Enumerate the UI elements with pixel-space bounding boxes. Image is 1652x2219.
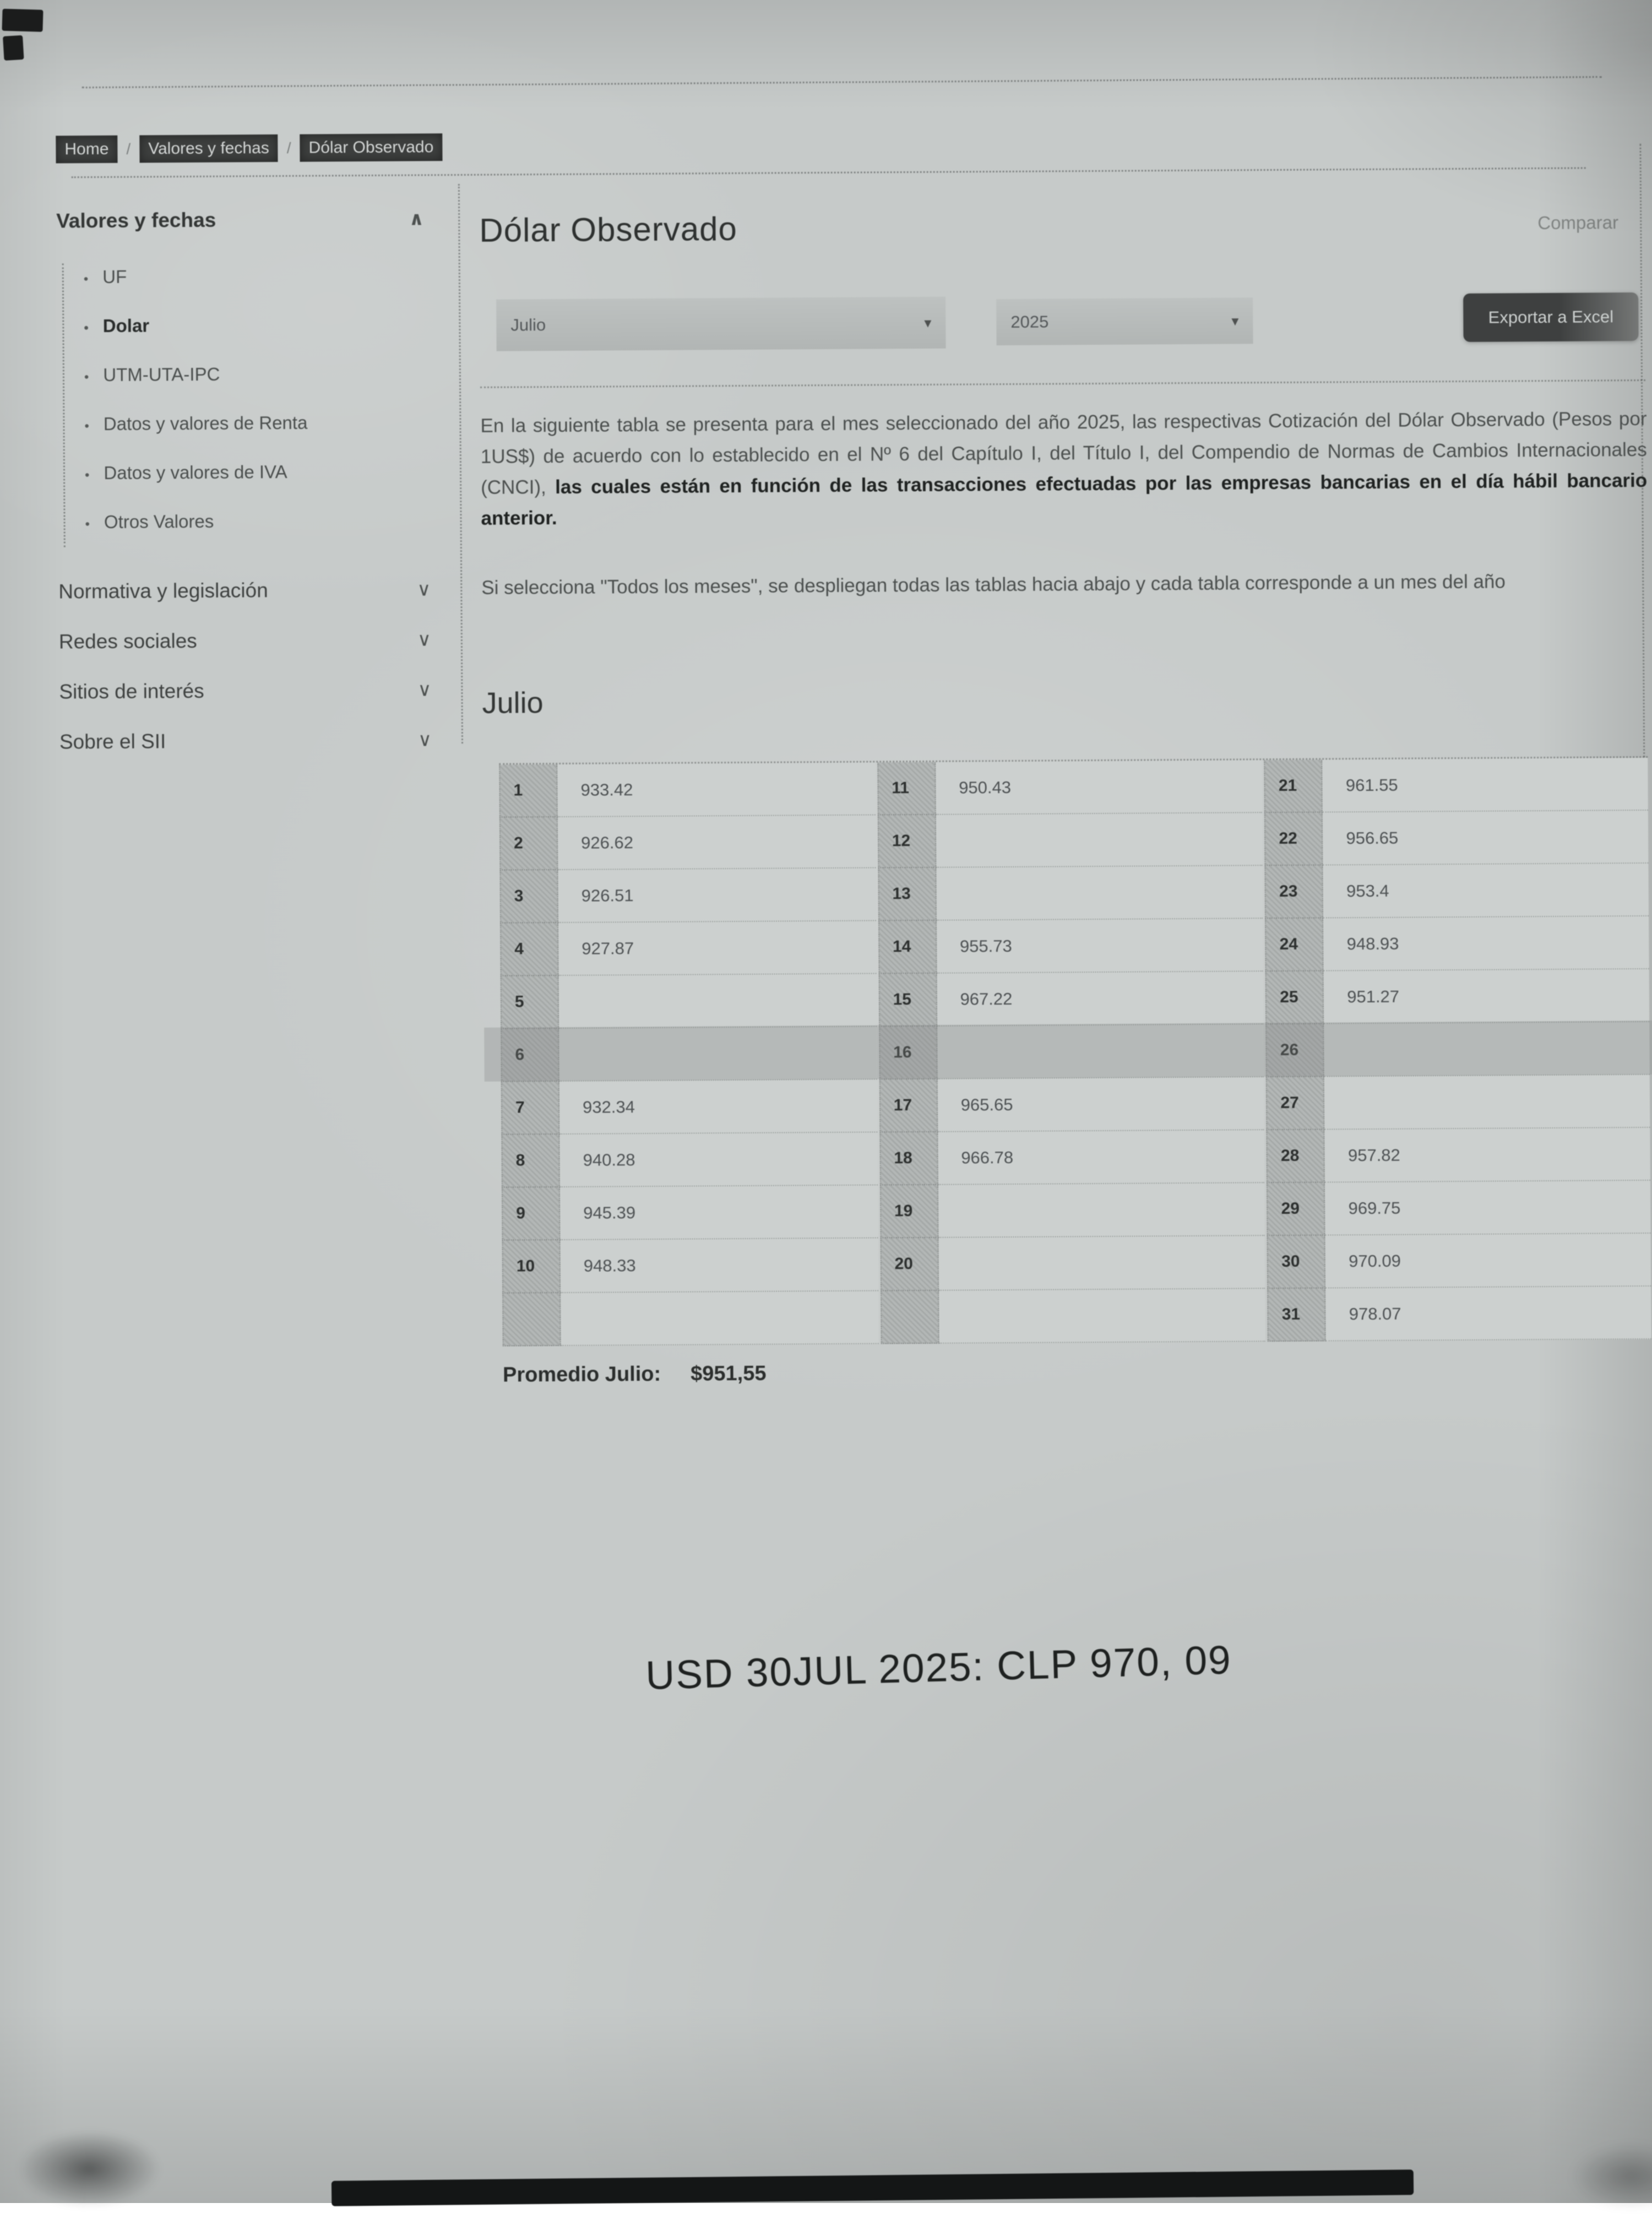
- sidebar-link-list: [58, 578, 470, 754]
- table-value-cell: [936, 813, 1263, 868]
- table-day-cell: 18: [879, 1132, 938, 1186]
- average-value: $951,55: [691, 1361, 767, 1386]
- table-day-cell: 25: [1265, 971, 1324, 1024]
- table-day-cell: 31: [1267, 1288, 1326, 1342]
- average-label: Promedio Julio:: [502, 1362, 661, 1387]
- sidebar-item-otros-valores[interactable]: [85, 509, 469, 533]
- intro-paragraph: [480, 404, 1647, 534]
- table-day-cell: 6: [501, 1029, 559, 1082]
- bullet-icon: •: [84, 321, 89, 336]
- table-row: [502, 1291, 878, 1346]
- table-day-cell: 28: [1267, 1130, 1325, 1183]
- bullet-icon: •: [83, 272, 89, 287]
- month-select[interactable]: [496, 297, 946, 351]
- sidebar-item-label: Datos y valores de Renta: [103, 412, 308, 434]
- breadcrumb-dolar-observado[interactable]: Dólar Observado: [300, 133, 442, 162]
- table-row: [879, 1077, 1264, 1132]
- table-value-cell: [1324, 1075, 1650, 1130]
- table-row: [880, 1236, 1265, 1291]
- table-value-cell: [938, 1236, 1265, 1291]
- table-row: [878, 919, 1263, 974]
- table-row: [1267, 1287, 1651, 1342]
- main-panel: [479, 204, 1648, 1699]
- sidebar-item-label: Dolar: [102, 315, 150, 336]
- table-row: [880, 1183, 1265, 1238]
- table-day-cell: 9: [502, 1187, 561, 1241]
- table-value-cell: 951.27: [1324, 969, 1649, 1024]
- table-value-cell: 940.28: [559, 1132, 877, 1187]
- table-day-cell: 24: [1265, 918, 1324, 972]
- table-row: [501, 1027, 877, 1082]
- bullet-icon: •: [84, 468, 90, 483]
- sidebar-link-label: Normativa y legislación: [58, 579, 268, 603]
- chevron-up-icon: ∧: [409, 208, 425, 230]
- dropdown-arrow-icon: ▾: [1231, 312, 1239, 329]
- sidebar-item-datos-y-valores-de-iva[interactable]: [85, 460, 469, 484]
- table-value-cell: 926.51: [558, 868, 876, 923]
- table-day-cell: 1: [499, 764, 558, 818]
- bullet-icon: •: [85, 517, 90, 532]
- table-row: [1267, 1128, 1650, 1183]
- sidebar-link-label: Sobre el SII: [59, 730, 166, 753]
- table-value-cell: 953.4: [1323, 864, 1649, 919]
- dolar-table: [499, 756, 1651, 1348]
- table-day-cell: 19: [880, 1185, 939, 1239]
- table-day-cell: 16: [879, 1027, 938, 1080]
- bullet-icon: •: [84, 419, 89, 434]
- table-value-cell: 950.43: [936, 760, 1262, 815]
- sidebar-link-label: Sitios de interés: [59, 679, 204, 703]
- table-row: [1267, 1234, 1651, 1289]
- chevron-down-icon: ∨: [417, 729, 432, 751]
- chevron-down-icon: ∨: [417, 629, 431, 650]
- table-row: [501, 974, 877, 1029]
- breadcrumb-separator: /: [126, 140, 131, 158]
- table-value-cell: 978.07: [1325, 1287, 1651, 1342]
- breadcrumb-separator: /: [286, 139, 291, 156]
- print-header-rule: [82, 76, 1602, 88]
- table-row: [499, 868, 876, 923]
- table-row: [501, 1079, 877, 1135]
- year-select[interactable]: [996, 297, 1253, 345]
- table-day-cell: 20: [880, 1238, 939, 1292]
- all-months-note: Si selecciona "Todos los meses", se despliegan todas las tablas hacia abajo y cada tabla corresponde a un mes del año: [481, 571, 1506, 599]
- table-row: [1264, 758, 1648, 813]
- table-value-cell: 970.09: [1325, 1234, 1651, 1289]
- table-row: [1264, 811, 1648, 866]
- table-value-cell: 932.34: [559, 1079, 877, 1135]
- bullet-icon: •: [84, 370, 89, 385]
- sidebar-item-label: UF: [102, 266, 127, 287]
- table-day-cell: 11: [877, 762, 936, 816]
- sidebar-item-label: Otros Valores: [104, 511, 214, 532]
- table-row: [878, 866, 1263, 921]
- year-select-value: 2025: [1010, 312, 1049, 332]
- table-day-cell: 26: [1266, 1024, 1325, 1077]
- table-value-cell: 927.87: [558, 921, 876, 976]
- table-day-cell: 2: [499, 817, 558, 871]
- average-line: [503, 1362, 767, 1387]
- table-row: [1265, 916, 1649, 972]
- sidebar-item-list: [62, 261, 469, 547]
- breadcrumb-home[interactable]: Home: [56, 135, 117, 164]
- table-value-cell: 966.78: [938, 1130, 1264, 1185]
- table-day-cell: 29: [1267, 1182, 1325, 1236]
- table-day-cell: 4: [500, 923, 559, 976]
- table-day-cell: 23: [1265, 865, 1324, 919]
- table-day-cell: 3: [499, 870, 558, 924]
- table-day-cell: 5: [501, 976, 559, 1029]
- table-column-group: [1264, 758, 1651, 1343]
- breadcrumb-valores-y-fechas[interactable]: Valores y fechas: [139, 134, 278, 163]
- scan-artifact-corner-mark: [3, 35, 24, 61]
- table-day-cell: 21: [1264, 759, 1323, 813]
- table-row: [1265, 864, 1649, 919]
- rule-under-controls: [480, 379, 1645, 388]
- table-value-cell: 945.39: [560, 1185, 878, 1240]
- intro-text-bold: las cuales están en función de las transacciones efectuadas por las empresas bancarias en el día hábil bancario anterior.: [481, 469, 1648, 529]
- table-value-cell: 969.75: [1325, 1181, 1650, 1236]
- table-day-cell: 14: [878, 921, 937, 974]
- printed-annotation: USD 30JUL 2025: CLP 970, 09: [645, 1637, 1232, 1699]
- sidebar-link-sobre-el-sii[interactable]: [59, 728, 470, 754]
- table-row: [878, 972, 1263, 1027]
- table-day-cell: 7: [501, 1082, 560, 1135]
- table-value-cell: 956.65: [1323, 811, 1648, 866]
- table-row: [877, 760, 1262, 815]
- table-day-cell: 12: [878, 815, 937, 869]
- table-row: [502, 1238, 878, 1293]
- table-day-cell: 10: [502, 1240, 561, 1294]
- table-value-cell: 961.55: [1323, 758, 1648, 813]
- table-row: [501, 1132, 877, 1187]
- scan-artifact-corner-mark: [2, 9, 43, 32]
- table-day-cell: [881, 1291, 939, 1344]
- print-rule-under-breadcrumb: [72, 167, 1586, 178]
- scan-artifact-bottom-bar: [332, 2169, 1414, 2206]
- table-value-cell: [1324, 1022, 1650, 1077]
- table-value-cell: [937, 1024, 1264, 1079]
- breadcrumb: [56, 133, 442, 163]
- table-column-group: [499, 762, 878, 1347]
- table-value-cell: 967.22: [937, 972, 1263, 1027]
- table-row: [1266, 1075, 1650, 1130]
- sidebar-item-datos-y-valores-de-renta[interactable]: [84, 411, 468, 435]
- table-day-cell: 30: [1267, 1235, 1326, 1289]
- table-value-cell: [559, 974, 877, 1029]
- table-value-cell: 955.73: [937, 919, 1263, 974]
- table-row: [878, 813, 1263, 868]
- table-value-cell: 957.82: [1325, 1128, 1650, 1183]
- sidebar-link-normativa-y-legislaci-n[interactable]: [58, 578, 469, 604]
- table-value-cell: 948.33: [561, 1238, 878, 1293]
- sidebar-link-label: Redes sociales: [58, 629, 197, 653]
- table-value-cell: [559, 1027, 877, 1082]
- table-value-cell: [939, 1289, 1265, 1344]
- table-value-cell: [561, 1291, 878, 1346]
- chevron-down-icon: ∨: [417, 679, 432, 701]
- table-day-cell: 13: [878, 868, 937, 921]
- sidebar-item-dolar[interactable]: [84, 313, 468, 337]
- sidebar-item-utm-uta-ipc[interactable]: [84, 362, 468, 386]
- scan-artifact-smudge: [1571, 2142, 1652, 2209]
- table-value-cell: 965.65: [937, 1077, 1264, 1132]
- table-day-cell: 17: [879, 1079, 938, 1133]
- sidebar-item-label: UTM-UTA-IPC: [103, 363, 220, 385]
- table-day-cell: 22: [1264, 812, 1323, 866]
- export-excel-button[interactable]: Exportar a Excel: [1463, 292, 1639, 342]
- sidebar-link-redes-sociales[interactable]: [59, 628, 470, 654]
- table-day-cell: 27: [1266, 1077, 1325, 1130]
- table-day-cell: [502, 1293, 561, 1347]
- month-heading: Julio: [482, 686, 544, 720]
- sidebar-link-sitios-de-inter-s[interactable]: [59, 678, 470, 704]
- table-row: [879, 1130, 1264, 1185]
- table-row: [500, 921, 876, 976]
- page-title: Dólar Observado: [479, 210, 738, 249]
- filter-controls: [496, 292, 1648, 352]
- table-day-cell: 8: [501, 1135, 560, 1188]
- table-row: [881, 1289, 1265, 1344]
- sidebar-section-valores-y-fechas[interactable]: [56, 207, 467, 233]
- sidebar: [56, 207, 470, 754]
- intro-text-normal: En la siguiente tabla se presenta para el mes seleccionado del año 2025, las respectivas Cotización del Dólar Observado (Pesos por 1US$) de acuerdo con lo establecido en el Nº 6 del Capítulo I, del Título I, del Compendio de Normas de Cambios Internacionales (CNCI),: [480, 408, 1647, 498]
- table-value-cell: [936, 866, 1263, 921]
- table-row: [879, 1024, 1264, 1079]
- table-value-cell: 948.93: [1323, 916, 1649, 972]
- scan-artifact-smudge: [17, 2130, 161, 2208]
- compare-link[interactable]: Comparar: [1537, 212, 1619, 234]
- table-value-cell: 933.42: [557, 762, 875, 817]
- table-row: [1267, 1181, 1650, 1236]
- table-row: [499, 762, 875, 817]
- table-day-cell: 15: [878, 974, 937, 1027]
- dropdown-arrow-icon: ▾: [924, 314, 932, 331]
- chevron-down-icon: ∨: [417, 579, 431, 600]
- table-row: [1266, 1022, 1650, 1077]
- sidebar-section-title: Valores y fechas: [56, 208, 216, 232]
- table-column-group: [877, 760, 1265, 1345]
- sidebar-item-uf[interactable]: [84, 264, 468, 287]
- table-value-cell: [938, 1183, 1265, 1238]
- table-value-cell: 926.62: [558, 815, 876, 870]
- month-select-value: Julio: [510, 315, 546, 335]
- sidebar-item-label: Datos y valores de IVA: [104, 461, 287, 483]
- table-row: [499, 815, 876, 870]
- table-row: [502, 1185, 878, 1240]
- table-row: [1265, 969, 1649, 1024]
